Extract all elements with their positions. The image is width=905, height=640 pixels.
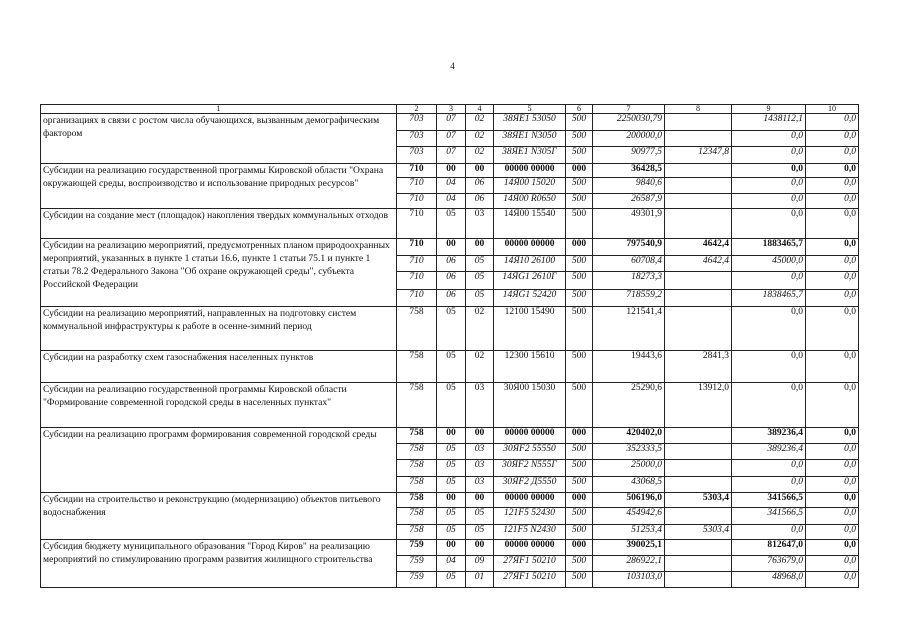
table-row xyxy=(41,428,859,444)
table-cell: 06 xyxy=(466,194,494,209)
budget-table xyxy=(40,104,859,588)
table-cell: 12347,8 xyxy=(665,147,732,164)
table-cell: 05 xyxy=(437,444,466,460)
table-cell: 00000 00000 xyxy=(494,493,566,508)
table-cell: 500 xyxy=(566,351,593,383)
table-cell: 352333,5 xyxy=(593,444,665,460)
table-cell: 759 xyxy=(397,572,437,588)
table-cell: 703 xyxy=(397,114,437,131)
table-cell: 05 xyxy=(466,272,494,290)
table-cell xyxy=(665,540,732,556)
table-cell: 0,0 xyxy=(806,444,859,460)
table-cell xyxy=(665,164,732,178)
table-cell: 710 xyxy=(397,256,437,272)
table-cell: 500 xyxy=(566,477,593,493)
table-cell xyxy=(665,477,732,493)
table-cell: 0,0 xyxy=(732,477,806,493)
table-row xyxy=(41,307,859,351)
table-cell: 00 xyxy=(437,428,466,444)
table-cell: 06 xyxy=(437,272,466,290)
table-cell: 4642,4 xyxy=(665,256,732,272)
table-row xyxy=(41,114,859,131)
table-cell: 06 xyxy=(437,290,466,307)
table-cell: 0,0 xyxy=(806,307,859,351)
table-cell: 07 xyxy=(437,147,466,164)
table-cell: 1838465,7 xyxy=(732,290,806,307)
table-cell: 90977,5 xyxy=(593,147,665,164)
row-description: Субсидии на реализацию государственной программы Кировской области "Охрана окружающей среды, воспроизводство и использование природных ресурсов" xyxy=(41,164,397,209)
column-number-cell: 3 xyxy=(437,105,466,114)
table-cell: 500 xyxy=(566,383,593,428)
table-cell: 710 xyxy=(397,178,437,194)
table-cell: 30ЯF2 Д5550 xyxy=(494,477,566,493)
table-cell: 0,0 xyxy=(732,307,806,351)
table-row xyxy=(41,493,859,508)
table-cell: 26587,9 xyxy=(593,194,665,209)
column-number-cell: 1 xyxy=(41,105,397,114)
column-number-cell: 5 xyxy=(494,105,566,114)
table-row xyxy=(41,540,859,556)
table-cell: 121541,4 xyxy=(593,307,665,351)
table-cell: 703 xyxy=(397,147,437,164)
table-cell: 500 xyxy=(566,147,593,164)
table-cell: 30Я00 15030 xyxy=(494,383,566,428)
table-cell: 03 xyxy=(466,444,494,460)
table-cell: 05 xyxy=(466,256,494,272)
table-cell: 06 xyxy=(466,178,494,194)
row-description: Субсидия бюджету муниципального образования "Город Киров" на реализацию мероприятий по стимулированию программ развития жилищного строительства xyxy=(41,540,397,588)
table-cell: 758 xyxy=(397,307,437,351)
table-cell: 00 xyxy=(466,428,494,444)
table-cell: 03 xyxy=(466,209,494,239)
table-cell: 0,0 xyxy=(732,164,806,178)
table-cell: 500 xyxy=(566,178,593,194)
table-cell xyxy=(665,272,732,290)
table-cell: 000 xyxy=(566,164,593,178)
table-cell: 0,0 xyxy=(732,147,806,164)
table-cell: 103103,0 xyxy=(593,572,665,588)
table-cell: 0,0 xyxy=(806,209,859,239)
table-cell: 0,0 xyxy=(806,572,859,588)
table-cell: 506196,0 xyxy=(593,493,665,508)
table-cell: 48968,0 xyxy=(732,572,806,588)
table-cell: 0,0 xyxy=(806,131,859,147)
table-cell: 25290,6 xyxy=(593,383,665,428)
table-cell: 710 xyxy=(397,164,437,178)
table-cell: 05 xyxy=(437,460,466,477)
table-cell: 0,0 xyxy=(732,525,806,540)
table-cell: 763679,0 xyxy=(732,556,806,572)
table-cell: 9840,6 xyxy=(593,178,665,194)
table-cell: 30ЯF2 N555Г xyxy=(494,460,566,477)
table-cell: 710 xyxy=(397,239,437,256)
table-cell: 0,0 xyxy=(732,131,806,147)
table-cell: 0,0 xyxy=(806,540,859,556)
table-cell: 13912,0 xyxy=(665,383,732,428)
table-cell: 04 xyxy=(437,194,466,209)
table-cell: 14ЯG1 52420 xyxy=(494,290,566,307)
table-cell: 500 xyxy=(566,525,593,540)
table-cell: 0,0 xyxy=(732,194,806,209)
table-cell: 0,0 xyxy=(732,383,806,428)
table-cell: 01 xyxy=(466,572,494,588)
table-cell: 14Я00 15540 xyxy=(494,209,566,239)
table-cell: 0,0 xyxy=(806,272,859,290)
table-cell: 758 xyxy=(397,493,437,508)
table-cell: 05 xyxy=(437,477,466,493)
column-number-cell: 4 xyxy=(466,105,494,114)
table-cell: 710 xyxy=(397,290,437,307)
table-cell: 02 xyxy=(466,114,494,131)
table-cell: 500 xyxy=(566,556,593,572)
table-cell: 390025,1 xyxy=(593,540,665,556)
table-cell: 04 xyxy=(437,178,466,194)
table-cell: 38ЯЕ1 N305Г xyxy=(494,147,566,164)
table-cell: 04 xyxy=(437,556,466,572)
table-cell: 0,0 xyxy=(732,178,806,194)
table-cell: 121F5 52430 xyxy=(494,508,566,525)
table-cell: 758 xyxy=(397,444,437,460)
table-cell: 38ЯЕ1 53050 xyxy=(494,114,566,131)
table-cell: 0,0 xyxy=(806,164,859,178)
table-cell: 45000,0 xyxy=(732,256,806,272)
table-cell: 0,0 xyxy=(806,460,859,477)
table-cell: 05 xyxy=(437,209,466,239)
table-cell: 758 xyxy=(397,428,437,444)
table-cell: 420402,0 xyxy=(593,428,665,444)
table-cell: 500 xyxy=(566,444,593,460)
column-number-cell: 7 xyxy=(593,105,665,114)
table-cell: 00000 00000 xyxy=(494,540,566,556)
table-cell: 758 xyxy=(397,460,437,477)
table-cell: 14Я00 R0650 xyxy=(494,194,566,209)
table-cell: 2841,3 xyxy=(665,351,732,383)
table-cell: 05 xyxy=(466,508,494,525)
table-cell: 0,0 xyxy=(806,256,859,272)
table-row xyxy=(41,383,859,428)
table-cell: 500 xyxy=(566,194,593,209)
table-cell: 00000 00000 xyxy=(494,239,566,256)
table-cell: 00 xyxy=(466,164,494,178)
table-cell: 286922,1 xyxy=(593,556,665,572)
table-cell: 00000 00000 xyxy=(494,428,566,444)
table-cell: 05 xyxy=(437,508,466,525)
table-cell: 759 xyxy=(397,540,437,556)
table-cell: 0,0 xyxy=(732,351,806,383)
table-cell: 05 xyxy=(466,525,494,540)
table-cell: 0,0 xyxy=(732,460,806,477)
table-cell xyxy=(665,114,732,131)
table-cell: 06 xyxy=(437,256,466,272)
table-cell: 30ЯF2 55550 xyxy=(494,444,566,460)
table-header-row xyxy=(41,105,859,114)
page-number: 4 xyxy=(450,61,455,71)
row-description: Субсидии на реализацию государственной программы Кировской области "Формирование современной городской среды в населенных пунктах" xyxy=(41,383,397,428)
row-description: Субсидии на разработку схем газоснабжения населенных пунктов xyxy=(41,351,397,383)
table-row xyxy=(41,351,859,383)
table-cell: 0,0 xyxy=(806,147,859,164)
table-row xyxy=(41,239,859,256)
table-cell: 454942,6 xyxy=(593,508,665,525)
table-cell: 703 xyxy=(397,131,437,147)
table-cell: 500 xyxy=(566,114,593,131)
column-number-cell: 8 xyxy=(665,105,732,114)
row-description: организациях в связи с ростом числа обучающихся, вызванным демографическим фактором xyxy=(41,114,397,164)
table-cell: 710 xyxy=(397,194,437,209)
table-cell: 5303,4 xyxy=(665,525,732,540)
table-cell: 0,0 xyxy=(806,383,859,428)
table-cell: 341566,5 xyxy=(732,493,806,508)
table-cell: 0,0 xyxy=(806,290,859,307)
table-cell: 43068,5 xyxy=(593,477,665,493)
table-cell: 500 xyxy=(566,209,593,239)
table-cell: 60708,4 xyxy=(593,256,665,272)
table-cell xyxy=(665,556,732,572)
table-cell: 14Я00 15020 xyxy=(494,178,566,194)
table-cell: 500 xyxy=(566,256,593,272)
table-cell: 710 xyxy=(397,209,437,239)
table-cell: 121F5 N2430 xyxy=(494,525,566,540)
table-cell: 500 xyxy=(566,290,593,307)
table-cell: 49301,9 xyxy=(593,209,665,239)
column-number-cell: 9 xyxy=(732,105,806,114)
table-cell: 07 xyxy=(437,114,466,131)
table-cell: 07 xyxy=(437,131,466,147)
table-row xyxy=(41,164,859,178)
row-description: Субсидии на реализацию программ формирования современной городской среды xyxy=(41,428,397,493)
table-cell: 00 xyxy=(437,540,466,556)
column-number-cell: 2 xyxy=(397,105,437,114)
table-cell: 03 xyxy=(466,383,494,428)
table-cell: 0,0 xyxy=(806,351,859,383)
table-cell: 27ЯF1 50210 xyxy=(494,572,566,588)
table-cell: 758 xyxy=(397,477,437,493)
table-cell: 200000,0 xyxy=(593,131,665,147)
table-cell: 00 xyxy=(466,493,494,508)
table-cell: 812647,0 xyxy=(732,540,806,556)
table-cell: 0,0 xyxy=(806,178,859,194)
table-cell: 51253,4 xyxy=(593,525,665,540)
table-cell: 0,0 xyxy=(732,272,806,290)
row-description: Субсидии на строительство и реконструкцию (модернизацию) объектов питьевого водоснабжения xyxy=(41,493,397,540)
table-cell: 0,0 xyxy=(806,508,859,525)
table-cell: 05 xyxy=(437,351,466,383)
table-cell: 14Я10 26100 xyxy=(494,256,566,272)
table-cell: 000 xyxy=(566,493,593,508)
table-cell: 0,0 xyxy=(806,428,859,444)
table-cell: 758 xyxy=(397,508,437,525)
table-cell: 500 xyxy=(566,572,593,588)
table-cell: 09 xyxy=(466,556,494,572)
table-cell: 500 xyxy=(566,272,593,290)
table-cell: 0,0 xyxy=(732,209,806,239)
row-description: Субсидии на реализацию мероприятий, направленных на подготовку систем коммунальной инфраструктуры к работе в осенне-зимний период xyxy=(41,307,397,351)
table-cell: 14ЯG1 2610Г xyxy=(494,272,566,290)
table-cell: 341566,5 xyxy=(732,508,806,525)
table-cell: 19443,6 xyxy=(593,351,665,383)
table-cell xyxy=(665,209,732,239)
table-cell xyxy=(665,444,732,460)
table-cell: 758 xyxy=(397,383,437,428)
table-cell: 759 xyxy=(397,556,437,572)
table-cell: 389236,4 xyxy=(732,444,806,460)
table-cell xyxy=(665,428,732,444)
table-cell: 1883465,7 xyxy=(732,239,806,256)
table-cell: 758 xyxy=(397,525,437,540)
table-cell: 000 xyxy=(566,540,593,556)
table-cell: 710 xyxy=(397,272,437,290)
table-cell: 000 xyxy=(566,428,593,444)
table-cell: 0,0 xyxy=(806,194,859,209)
table-cell xyxy=(665,194,732,209)
table-cell: 00 xyxy=(466,540,494,556)
table-cell: 02 xyxy=(466,351,494,383)
table-cell xyxy=(665,290,732,307)
table-cell: 05 xyxy=(466,290,494,307)
column-number-cell: 10 xyxy=(806,105,859,114)
table-cell: 500 xyxy=(566,307,593,351)
table-cell: 36428,5 xyxy=(593,164,665,178)
table-cell xyxy=(665,460,732,477)
table-cell: 500 xyxy=(566,508,593,525)
table-cell: 05 xyxy=(437,383,466,428)
table-cell: 05 xyxy=(437,307,466,351)
row-description: Субсидии на реализацию мероприятий, предусмотренных планом природоохранных мероприятий, указанных в пункте 1 статьи 16.6, пункте 1 статьи 75.1 и пункте 1 статьи 78.2 Федерального Закона "Об охране окружающей среды", субъекта Российской Федерации xyxy=(41,239,397,307)
table-cell: 389236,4 xyxy=(732,428,806,444)
table-cell: 27ЯF1 50210 xyxy=(494,556,566,572)
table-cell: 00000 00000 xyxy=(494,164,566,178)
table-cell: 0,0 xyxy=(806,477,859,493)
table-row xyxy=(41,209,859,239)
table-cell: 0,0 xyxy=(806,556,859,572)
table-cell: 000 xyxy=(566,239,593,256)
table-cell: 25000,0 xyxy=(593,460,665,477)
table-cell: 758 xyxy=(397,351,437,383)
table-cell: 12100 15490 xyxy=(494,307,566,351)
table-cell: 0,0 xyxy=(806,114,859,131)
table-cell xyxy=(665,307,732,351)
table-cell xyxy=(665,572,732,588)
table-cell: 05 xyxy=(437,525,466,540)
table-cell: 5303,4 xyxy=(665,493,732,508)
table-cell: 2250030,79 xyxy=(593,114,665,131)
table-cell: 500 xyxy=(566,131,593,147)
table-cell xyxy=(665,178,732,194)
table-cell: 0,0 xyxy=(806,239,859,256)
table-cell: 00 xyxy=(466,239,494,256)
table-cell: 05 xyxy=(437,572,466,588)
row-description: Субсидии на создание мест (площадок) накопления твердых коммунальных отходов xyxy=(41,209,397,239)
column-number-cell: 6 xyxy=(566,105,593,114)
table-cell: 18273,3 xyxy=(593,272,665,290)
table-cell: 02 xyxy=(466,307,494,351)
table-cell: 0,0 xyxy=(806,525,859,540)
table-cell: 4642,4 xyxy=(665,239,732,256)
table-cell: 500 xyxy=(566,460,593,477)
table-cell: 0,0 xyxy=(806,493,859,508)
table-cell: 718559,2 xyxy=(593,290,665,307)
table-cell: 03 xyxy=(466,460,494,477)
table-cell: 02 xyxy=(466,147,494,164)
table-cell: 00 xyxy=(437,493,466,508)
table-cell xyxy=(665,131,732,147)
table-cell: 00 xyxy=(437,239,466,256)
table-cell: 38ЯЕ1 N3050 xyxy=(494,131,566,147)
table-cell: 03 xyxy=(466,477,494,493)
table-cell: 12300 15610 xyxy=(494,351,566,383)
table-cell: 02 xyxy=(466,131,494,147)
table-cell xyxy=(665,508,732,525)
table-cell: 00 xyxy=(437,164,466,178)
table-cell: 797540,9 xyxy=(593,239,665,256)
table-cell: 1438112,1 xyxy=(732,114,806,131)
